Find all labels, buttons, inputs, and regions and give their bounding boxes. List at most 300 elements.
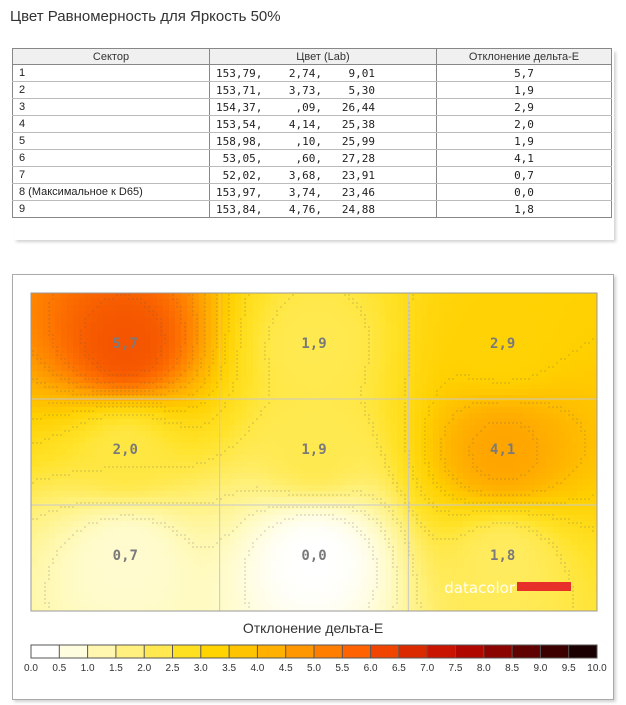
heatmap-pixel (67, 521, 74, 528)
heatmap-pixel (217, 449, 224, 456)
heatmap-pixel (115, 299, 122, 306)
heatmap-pixel (133, 383, 140, 390)
heatmap-pixel (397, 329, 404, 336)
heatmap-pixel (529, 515, 536, 522)
heatmap-pixel (553, 383, 560, 390)
heatmap-pixel (265, 455, 272, 462)
heatmap-pixel (271, 521, 278, 528)
heatmap-pixel (235, 293, 242, 300)
heatmap-pixel (571, 473, 578, 480)
heatmap-pixel (187, 581, 194, 588)
heatmap-pixel (175, 353, 182, 360)
heatmap-pixel (373, 419, 380, 426)
heatmap-pixel (277, 305, 284, 312)
heatmap-pixel (535, 341, 542, 348)
heatmap-pixel (475, 365, 482, 372)
heatmap-pixel (577, 347, 584, 354)
heatmap-pixel (175, 587, 182, 594)
heatmap-pixel (319, 593, 326, 600)
heatmap-pixel (463, 371, 470, 378)
heatmap-pixel (223, 383, 230, 390)
heatmap-pixel (235, 413, 242, 420)
heatmap-pixel (337, 407, 344, 414)
heatmap-pixel (127, 479, 134, 486)
heatmap-pixel (217, 557, 224, 564)
heatmap-pixel (457, 365, 464, 372)
heatmap-pixel (289, 353, 296, 360)
heatmap-pixel (595, 527, 602, 534)
heatmap-pixel (589, 587, 596, 594)
heatmap-pixel (433, 335, 440, 342)
heatmap-pixel (91, 335, 98, 342)
heatmap-pixel (85, 461, 92, 468)
heatmap-pixel (577, 575, 584, 582)
heatmap-pixel (517, 599, 524, 606)
heatmap-pixel (481, 485, 488, 492)
heatmap-pixel (523, 365, 530, 372)
heatmap-pixel (181, 425, 188, 432)
heatmap-pixel (253, 407, 260, 414)
cell-sector: 1 (13, 65, 210, 82)
heatmap-pixel (145, 551, 152, 558)
heatmap-pixel (385, 569, 392, 576)
heatmap-pixel (205, 329, 212, 336)
heatmap-pixel (163, 557, 170, 564)
heatmap-pixel (451, 539, 458, 546)
heatmap-pixel (535, 545, 542, 552)
heatmap-pixel (349, 563, 356, 570)
heatmap-pixel (61, 527, 68, 534)
heatmap-pixel (205, 443, 212, 450)
heatmap-pixel (49, 473, 56, 480)
heatmap-pixel (265, 437, 272, 444)
header-lab: Цвет (Lab) (210, 49, 437, 65)
heatmap-pixel (229, 533, 236, 540)
heatmap-pixel (457, 527, 464, 534)
heatmap-pixel (535, 293, 542, 300)
heatmap-pixel (211, 413, 218, 420)
heatmap-pixel (349, 305, 356, 312)
heatmap-pixel (49, 383, 56, 390)
heatmap-pixel (451, 347, 458, 354)
heatmap-pixel (139, 425, 146, 432)
heatmap-pixel (61, 575, 68, 582)
heatmap-pixel (277, 509, 284, 516)
heatmap-pixel (205, 521, 212, 528)
heatmap-pixel (169, 449, 176, 456)
heatmap-pixel (103, 587, 110, 594)
heatmap-pixel (61, 455, 68, 462)
heatmap-pixel (139, 311, 146, 318)
heatmap-pixel (535, 401, 542, 408)
heatmap-pixel (271, 335, 278, 342)
heatmap-pixel (277, 311, 284, 318)
heatmap-pixel (475, 389, 482, 396)
heatmap-pixel (133, 305, 140, 312)
heatmap-pixel (541, 551, 548, 558)
heatmap-pixel (331, 545, 338, 552)
heatmap-pixel (199, 521, 206, 528)
heatmap-pixel (565, 497, 572, 504)
heatmap-pixel (529, 443, 536, 450)
heatmap-pixel (469, 527, 476, 534)
heatmap-pixel (295, 317, 302, 324)
heatmap-pixel (415, 551, 422, 558)
heatmap-pixel (253, 527, 260, 534)
heatmap-pixel (577, 491, 584, 498)
heatmap-pixel (253, 419, 260, 426)
heatmap-pixel (43, 545, 50, 552)
heatmap-pixel (79, 395, 86, 402)
heatmap-pixel (349, 413, 356, 420)
heatmap-pixel (55, 395, 62, 402)
heatmap-pixel (223, 515, 230, 522)
heatmap-pixel (127, 467, 134, 474)
heatmap-pixel (577, 539, 584, 546)
heatmap-pixel (313, 473, 320, 480)
heatmap-pixel (157, 581, 164, 588)
heatmap-pixel (517, 347, 524, 354)
heatmap-pixel (223, 419, 230, 426)
heatmap-pixel (535, 299, 542, 306)
heatmap-pixel (271, 413, 278, 420)
heatmap-pixel (229, 551, 236, 558)
heatmap-pixel (55, 299, 62, 306)
heatmap-pixel (493, 377, 500, 384)
heatmap-pixel (31, 341, 38, 348)
heatmap-pixel (49, 425, 56, 432)
heatmap-pixel (67, 413, 74, 420)
heatmap-pixel (193, 335, 200, 342)
heatmap-pixel (205, 383, 212, 390)
heatmap-pixel (529, 419, 536, 426)
heatmap-pixel (529, 593, 536, 600)
heatmap-pixel (553, 533, 560, 540)
heatmap-pixel (427, 467, 434, 474)
heatmap-pixel (517, 575, 524, 582)
heatmap-pixel (397, 521, 404, 528)
heatmap-pixel (127, 503, 134, 510)
heatmap-pixel (355, 491, 362, 498)
heatmap-pixel (151, 503, 158, 510)
heatmap-pixel (319, 305, 326, 312)
heatmap-pixel (493, 293, 500, 300)
heatmap-pixel (133, 587, 140, 594)
heatmap-pixel (103, 557, 110, 564)
heatmap-pixel (85, 449, 92, 456)
heatmap-pixel (541, 569, 548, 576)
heatmap-pixel (481, 353, 488, 360)
heatmap-pixel (169, 581, 176, 588)
heatmap-pixel (145, 311, 152, 318)
heatmap-pixel (283, 335, 290, 342)
heatmap-pixel (265, 293, 272, 300)
heatmap-pixel (175, 521, 182, 528)
heatmap-pixel (271, 515, 278, 522)
heatmap-pixel (499, 305, 506, 312)
heatmap-pixel (415, 419, 422, 426)
heatmap-pixel (565, 503, 572, 510)
heatmap-pixel (223, 341, 230, 348)
heatmap-pixel (559, 527, 566, 534)
heatmap-pixel (97, 587, 104, 594)
heatmap-pixel (241, 497, 248, 504)
heatmap-pixel (253, 425, 260, 432)
heatmap-pixel (103, 413, 110, 420)
heatmap-pixel (463, 311, 470, 318)
heatmap-pixel (157, 473, 164, 480)
heatmap-pixel (361, 455, 368, 462)
heatmap-pixel (475, 503, 482, 510)
heatmap-pixel (265, 575, 272, 582)
heatmap-pixel (61, 329, 68, 336)
heatmap-pixel (151, 299, 158, 306)
heatmap-pixel (523, 569, 530, 576)
heatmap-pixel (139, 455, 146, 462)
heatmap-pixel (235, 557, 242, 564)
heatmap-pixel (67, 533, 74, 540)
heatmap-pixel (247, 293, 254, 300)
heatmap-pixel (349, 323, 356, 330)
heatmap-pixel (169, 497, 176, 504)
heatmap-pixel (271, 503, 278, 510)
heatmap-pixel (457, 545, 464, 552)
heatmap-pixel (37, 449, 44, 456)
heatmap-pixel (217, 551, 224, 558)
heatmap-pixel (517, 539, 524, 546)
heatmap-pixel (205, 401, 212, 408)
heatmap-pixel (583, 425, 590, 432)
heatmap-pixel (577, 305, 584, 312)
heatmap-pixel (73, 425, 80, 432)
heatmap-pixel (475, 461, 482, 468)
heatmap-pixel (265, 299, 272, 306)
heatmap-pixel (199, 383, 206, 390)
heatmap-pixel (343, 521, 350, 528)
heatmap-pixel (409, 371, 416, 378)
heatmap-pixel (247, 581, 254, 588)
heatmap-pixel (343, 407, 350, 414)
heatmap-pixel (145, 503, 152, 510)
heatmap-pixel (409, 449, 416, 456)
heatmap-pixel (457, 509, 464, 516)
cell-lab: 53,05, ,60, 27,28 (210, 150, 437, 167)
heatmap-pixel (253, 467, 260, 474)
heatmap-pixel (415, 569, 422, 576)
heatmap-pixel (169, 299, 176, 306)
heatmap-pixel (115, 569, 122, 576)
heatmap-pixel (55, 551, 62, 558)
heatmap-pixel (175, 593, 182, 600)
heatmap-pixel (289, 515, 296, 522)
heatmap-pixel (67, 593, 74, 600)
heatmap-pixel (49, 389, 56, 396)
heatmap-pixel (193, 431, 200, 438)
heatmap-pixel (571, 551, 578, 558)
heatmap-pixel (553, 593, 560, 600)
heatmap-pixel (79, 335, 86, 342)
heatmap-pixel (589, 443, 596, 450)
heatmap-pixel (553, 377, 560, 384)
heatmap-pixel (31, 497, 38, 504)
heatmap-pixel (331, 485, 338, 492)
heatmap-pixel (115, 467, 122, 474)
heatmap-pixel (265, 521, 272, 528)
heatmap-pixel (349, 539, 356, 546)
heatmap-pixel (505, 323, 512, 330)
heatmap-pixel (49, 299, 56, 306)
heatmap-pixel (121, 527, 128, 534)
heatmap-pixel (499, 527, 506, 534)
heatmap-pixel (511, 311, 518, 318)
heatmap-pixel (67, 587, 74, 594)
heatmap-pixel (247, 551, 254, 558)
heatmap-pixel (157, 533, 164, 540)
heatmap-pixel (151, 407, 158, 414)
heatmap-pixel (445, 431, 452, 438)
heatmap-pixel (223, 347, 230, 354)
heatmap-pixel (421, 527, 428, 534)
heatmap-pixel (307, 419, 314, 426)
heatmap-pixel (271, 389, 278, 396)
heatmap-pixel (241, 587, 248, 594)
heatmap-pixel (67, 401, 74, 408)
heatmap-pixel (583, 563, 590, 570)
heatmap-pixel (205, 305, 212, 312)
heatmap-pixel (331, 515, 338, 522)
heatmap-pixel (109, 527, 116, 534)
heatmap-pixel (133, 521, 140, 528)
heatmap-pixel (337, 551, 344, 558)
heatmap-pixel (343, 479, 350, 486)
heatmap-pixel (589, 599, 596, 606)
heatmap-pixel (547, 545, 554, 552)
heatmap-pixel (193, 527, 200, 534)
heatmap-pixel (481, 323, 488, 330)
heatmap-pixel (283, 479, 290, 486)
heatmap-pixel (475, 539, 482, 546)
heatmap-pixel (511, 407, 518, 414)
heatmap-pixel (247, 305, 254, 312)
heatmap-pixel (397, 425, 404, 432)
heatmap-pixel (343, 311, 350, 318)
heatmap-pixel (535, 467, 542, 474)
heatmap-pixel (355, 323, 362, 330)
heatmap-pixel (97, 509, 104, 516)
heatmap-pixel (301, 329, 308, 336)
heatmap-pixel (115, 521, 122, 528)
heatmap-pixel (217, 437, 224, 444)
heatmap-pixel (295, 323, 302, 330)
heatmap-pixel (565, 293, 572, 300)
heatmap-pixel (211, 299, 218, 306)
heatmap-pixel (37, 467, 44, 474)
heatmap-pixel (199, 539, 206, 546)
heatmap-pixel (169, 347, 176, 354)
heatmap-pixel (169, 575, 176, 582)
heatmap-pixel (115, 515, 122, 522)
heatmap-pixel (313, 299, 320, 306)
heatmap-pixel (595, 389, 602, 396)
heatmap-pixel (229, 293, 236, 300)
heatmap-pixel (415, 515, 422, 522)
heatmap-pixel (67, 473, 74, 480)
heatmap-pixel (397, 311, 404, 318)
heatmap-pixel (589, 581, 596, 588)
heatmap-pixel (85, 311, 92, 318)
heatmap-pixel (409, 569, 416, 576)
heatmap-pixel (61, 479, 68, 486)
heatmap-pixel (175, 389, 182, 396)
heatmap-pixel (361, 557, 368, 564)
heatmap-pixel (535, 335, 542, 342)
heatmap-pixel (307, 503, 314, 510)
heatmap-pixel (535, 575, 542, 582)
heatmap-pixel (505, 527, 512, 534)
heatmap-pixel (529, 569, 536, 576)
heatmap-pixel (397, 401, 404, 408)
heatmap-pixel (139, 581, 146, 588)
heatmap-pixel (79, 509, 86, 516)
heatmap-pixel (349, 503, 356, 510)
heatmap-pixel (163, 371, 170, 378)
heatmap-pixel (379, 293, 386, 300)
heatmap-pixel (79, 377, 86, 384)
heatmap-pixel (361, 521, 368, 528)
heatmap-pixel (91, 431, 98, 438)
heatmap-pixel (211, 563, 218, 570)
heatmap-pixel (421, 509, 428, 516)
heatmap-pixel (451, 467, 458, 474)
heatmap-pixel (85, 443, 92, 450)
heatmap-pixel (211, 527, 218, 534)
heatmap-pixel (79, 329, 86, 336)
heatmap-pixel (241, 575, 248, 582)
heatmap-pixel (583, 467, 590, 474)
heatmap-pixel (331, 437, 338, 444)
heatmap-pixel (391, 587, 398, 594)
heatmap-pixel (103, 383, 110, 390)
heatmap-pixel (151, 359, 158, 366)
heatmap-pixel (517, 455, 524, 462)
heatmap-pixel (103, 563, 110, 570)
heatmap-pixel (43, 455, 50, 462)
heatmap-pixel (283, 587, 290, 594)
heatmap-pixel (523, 395, 530, 402)
heatmap-pixel (559, 491, 566, 498)
heatmap-pixel (505, 479, 512, 486)
heatmap-pixel (37, 473, 44, 480)
heatmap-pixel (577, 341, 584, 348)
heatmap-pixel (511, 323, 518, 330)
heatmap-pixel (373, 449, 380, 456)
heatmap-pixel (91, 329, 98, 336)
heatmap-pixel (31, 587, 38, 594)
heatmap-pixel (115, 395, 122, 402)
heatmap-pixel (535, 527, 542, 534)
heatmap-pixel (433, 293, 440, 300)
heatmap-pixel (523, 491, 530, 498)
heatmap-pixel (259, 461, 266, 468)
heatmap-pixel (409, 533, 416, 540)
heatmap-pixel (163, 539, 170, 546)
heatmap-pixel (247, 347, 254, 354)
heatmap-pixel (415, 407, 422, 414)
heatmap-pixel (193, 323, 200, 330)
heatmap-pixel (535, 491, 542, 498)
heatmap-pixel (385, 491, 392, 498)
heatmap-pixel (589, 347, 596, 354)
